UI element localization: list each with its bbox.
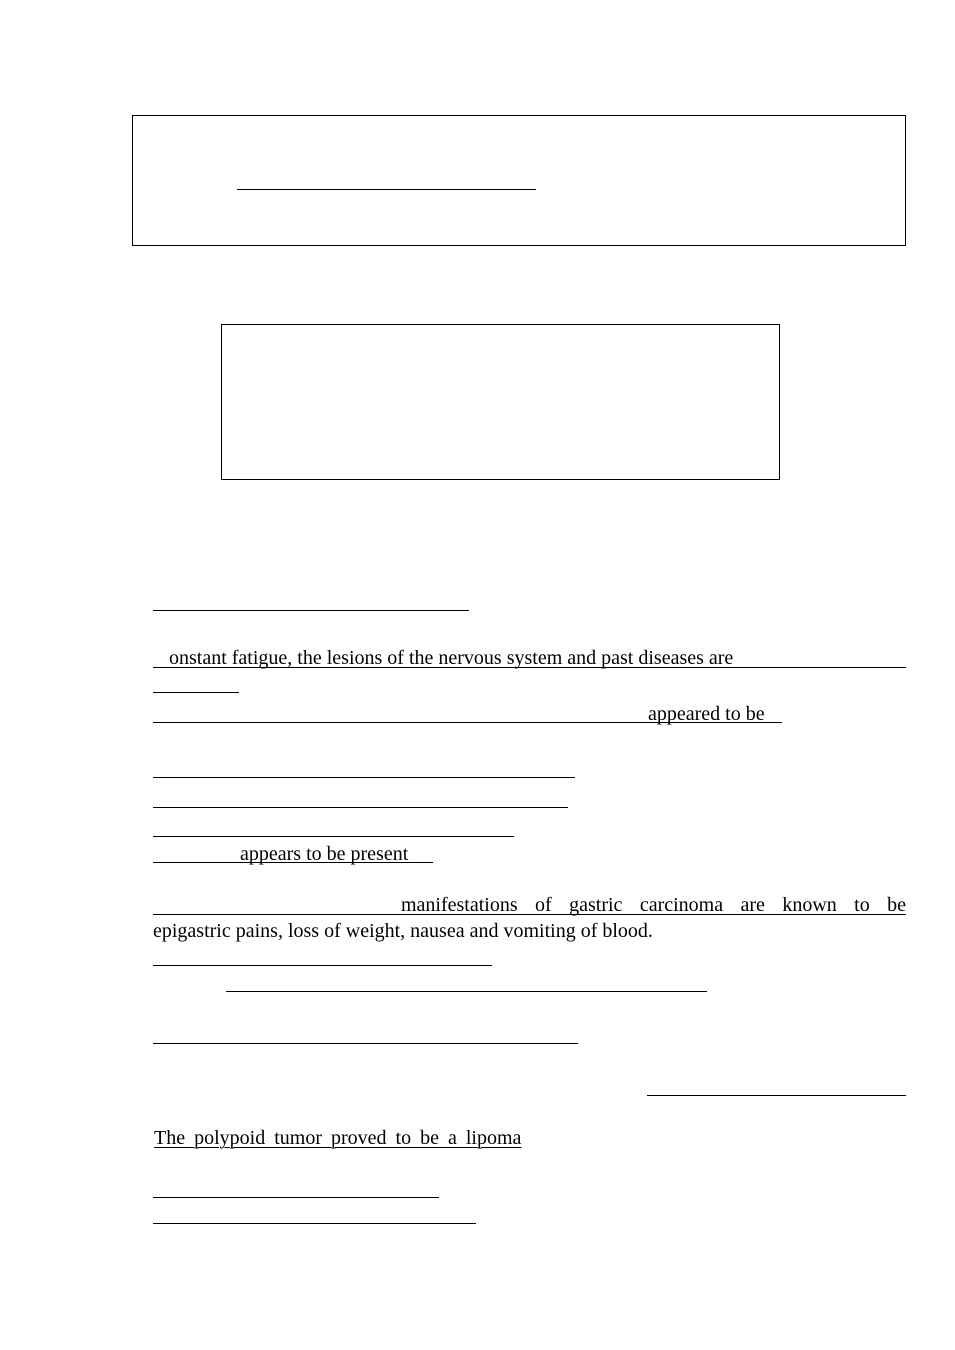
sentence-gastric-part1: manifestations of gastric carcinoma are known to be (401, 894, 906, 916)
blank-line-3 (153, 692, 239, 693)
blank-line-12 (153, 1043, 578, 1044)
blank-line-10 (153, 965, 492, 966)
blank-line-1 (153, 610, 469, 611)
blank-line-15 (153, 1223, 476, 1224)
empty-frame (221, 324, 780, 480)
blank-line-14 (153, 1197, 439, 1198)
blank-line-11 (226, 991, 707, 992)
fragment-appeared: appeared to be (648, 703, 765, 725)
blank-line-7 (153, 836, 514, 837)
sentence-polypoid: The polypoid tumor proved to be a lipoma (154, 1127, 522, 1149)
blank-line-6 (153, 807, 568, 808)
sentence-gastric-part2: epigastric pains, loss of weight, nausea and vomiting of blood. (153, 920, 653, 942)
blank-line-5 (153, 777, 575, 778)
header-blank-line (237, 189, 536, 190)
header-frame (132, 115, 906, 246)
sentence-fatigue: onstant fatigue, the lesions of the nervous system and past diseases are (169, 647, 734, 669)
blank-line-13 (647, 1095, 906, 1096)
fragment-appears-present: appears to be present (240, 843, 409, 865)
